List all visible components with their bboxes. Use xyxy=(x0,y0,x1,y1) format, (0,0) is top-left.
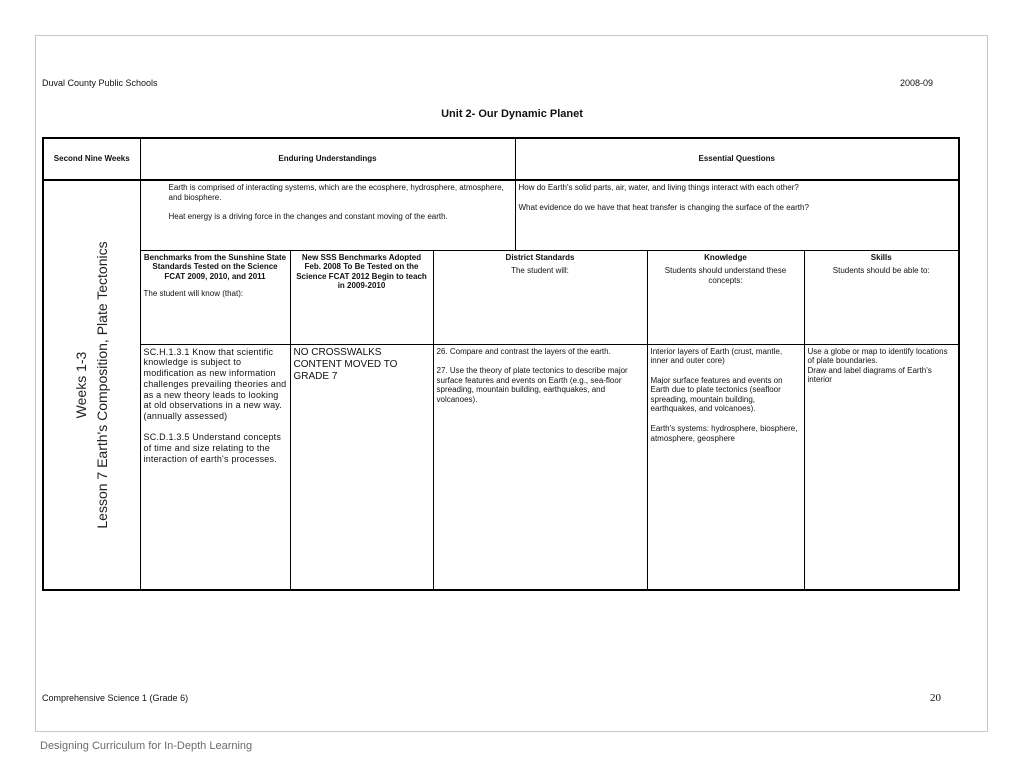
second-nine-weeks-header: Second Nine Weeks xyxy=(43,138,140,180)
enduring-understandings-cell xyxy=(140,180,515,250)
lesson-label: Lesson 7 Earth's Composition, Plate Tectonics xyxy=(93,241,110,529)
enduring-understandings-header: Enduring Understandings xyxy=(140,138,515,180)
new-benchmarks-subheader xyxy=(290,250,433,344)
benchmarks-content xyxy=(140,344,290,590)
enduring-understanding-1: Earth is comprised of interacting systems, which are the ecosphere, hydrosphere, atmosphere, and biosphere. xyxy=(168,183,504,202)
knowledge-subheader xyxy=(647,250,804,344)
benchmark-assessment-note: (annually assessed) xyxy=(143,411,228,422)
weeks-label: Weeks 1-3 xyxy=(72,351,89,419)
district-standards-content xyxy=(433,344,647,590)
benchmarks-title: Benchmarks from the Sunshine State Standards Tested on the Science FCAT 2009, 2010, and 2011 xyxy=(143,252,287,281)
knowledge-title: Knowledge xyxy=(704,252,747,262)
skills-item-1: Use a globe or map to identify locations of plate boundaries. xyxy=(807,346,948,366)
essential-questions-header: Essential Questions xyxy=(515,138,959,180)
curriculum-table xyxy=(42,137,960,591)
district-standard-27: 27. Use the theory of plate tectonics to describe major surface features and events on Earth (e.g., sea-floor spreading, mountain building, earthquakes, and volcanoes). xyxy=(436,366,628,404)
unit-title: Unit 2- Our Dynamic Planet xyxy=(441,108,583,120)
skills-title: Skills xyxy=(870,252,892,262)
essential-question-1: How do Earth's solid parts, air, water, and living things interact with each other? xyxy=(518,183,799,192)
benchmarks-subheader xyxy=(140,250,290,344)
new-benchmarks-title: New SSS Benchmarks Adopted Feb. 2008 To Be Tested on the Science FCAT 2012 Begin to teach in 2009-2010 xyxy=(296,252,427,291)
page-number: 20 xyxy=(930,692,941,704)
district-standards-sub: The student will: xyxy=(511,266,569,276)
benchmark-sc-d-1-3-5: SC.D.1.3.5 Understand concepts of time and size relating to the interaction of earth's processes. xyxy=(143,432,282,464)
district-standards-title: District Standards xyxy=(505,252,575,262)
district-standards-subheader xyxy=(433,250,647,344)
new-benchmarks-content: NO CROSSWALKS CONTENT MOVED TO GRADE 7 xyxy=(290,344,433,590)
skills-item-2: Draw and label diagrams of Earth's interior xyxy=(807,365,932,385)
skills-sub: Students should be able to: xyxy=(832,266,930,276)
knowledge-item-2: Major surface features and events on Earth due to plate tectonics (seafloor spreading, mountain building, earthquakes, and volcanoes). xyxy=(650,375,783,414)
organization-name: Duval County Public Schools xyxy=(42,78,158,88)
skills-content xyxy=(804,344,959,590)
lesson-side-label xyxy=(43,180,140,590)
knowledge-item-1: Interior layers of Earth (crust, mantle, inner and outer core) xyxy=(650,346,783,366)
knowledge-content xyxy=(647,344,804,590)
slide-caption: Designing Curriculum for In-Depth Learning xyxy=(40,740,253,752)
district-standard-26: 26. Compare and contrast the layers of the earth. xyxy=(436,346,611,356)
knowledge-sub: Students should understand these concepts: xyxy=(664,266,787,285)
school-year: 2008-09 xyxy=(900,78,934,88)
essential-questions-cell xyxy=(515,180,959,250)
course-name: Comprehensive Science 1 (Grade 6) xyxy=(42,693,189,703)
essential-question-2: What evidence do we have that heat transfer is changing the surface of the earth? xyxy=(518,202,809,212)
benchmark-sc-h-1-3-1: SC.H.1.3.1 Know that scientific knowledge is subject to modification as new information challenges prevailing theories and as a new theory leads to looking at old observations in a new way. xyxy=(143,346,287,411)
knowledge-item-3: Earth's systems: hydrosphere, biosphere, atmosphere, geosphere xyxy=(650,424,798,443)
benchmarks-note: The student will know (that): xyxy=(143,289,244,299)
enduring-understanding-2: Heat energy is a driving force in the changes and constant moving of the earth. xyxy=(168,212,448,222)
skills-subheader xyxy=(804,250,959,344)
